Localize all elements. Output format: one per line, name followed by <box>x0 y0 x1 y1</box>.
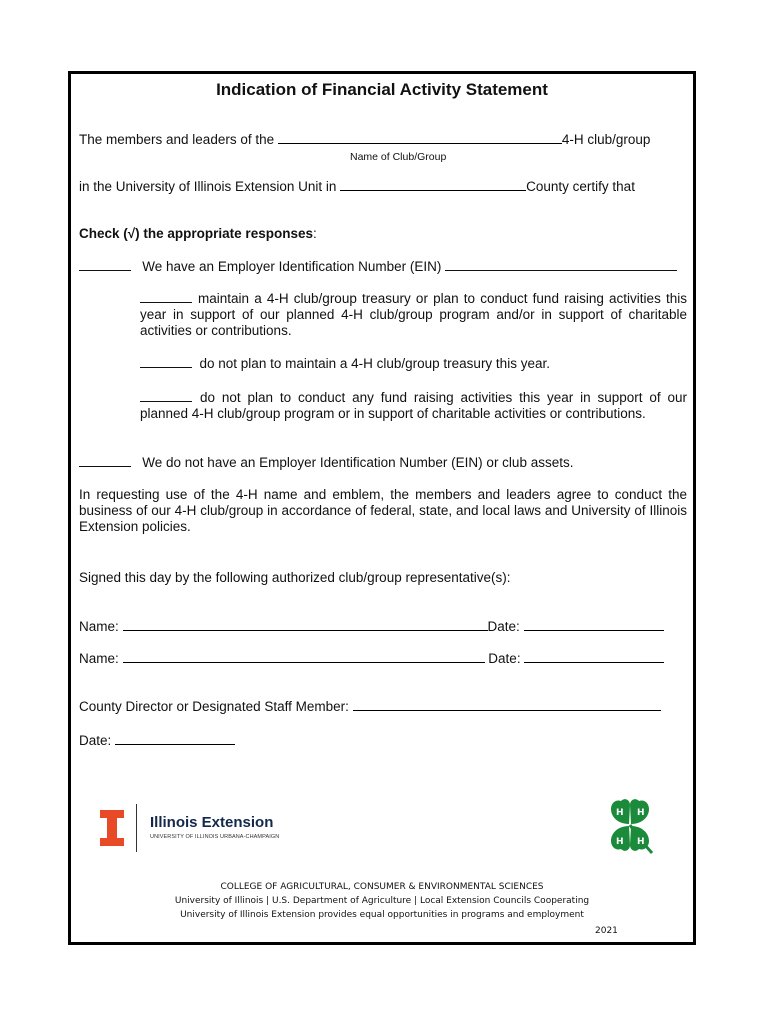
intro-line-2 <box>79 179 635 195</box>
four-h-clover-icon <box>600 795 660 857</box>
date-label-2: Date: <box>488 651 521 666</box>
intro-line2-prefix: in the University of Illinois Extension Unit in <box>79 179 337 194</box>
footer-year: 2021 <box>595 926 618 936</box>
date-label-1: Date: <box>487 619 520 634</box>
option-have-ein <box>79 259 677 275</box>
clover-letter-4: H <box>637 837 645 847</box>
date-field-1[interactable] <box>524 620 664 631</box>
name-field-1[interactable] <box>123 620 488 631</box>
option-have-ein-text: We have an Employer Identification Number (EIN) <box>142 259 442 274</box>
agreement-paragraph: In requesting use of the 4-H name and emblem, the members and leaders agree to conduct the business of our 4-H club/group in accordance of federal, state, and local laws and University of Illinois Extension policies. <box>79 487 687 534</box>
footer-college: COLLEGE OF AGRICULTURAL, CONSUMER & ENVIRONMENTAL SCIENCES <box>220 882 544 892</box>
intro-line2-suffix: County certify that <box>526 179 635 194</box>
check-heading: Check (√) the appropriate responses <box>79 226 313 241</box>
option-no-ein-text: We do not have an Employer Identification Number (EIN) or club assets. <box>142 455 574 470</box>
name-label-2: Name: <box>79 651 119 666</box>
ein-number-field[interactable] <box>445 259 677 271</box>
sub-option-2-text: do not plan to maintain a 4-H club/group treasury this year. <box>199 356 550 371</box>
club-name-caption: Name of Club/Group <box>350 151 447 163</box>
director-row <box>79 699 661 715</box>
director-field[interactable] <box>353 700 661 711</box>
intro-prefix: The members and leaders of the <box>79 132 275 147</box>
illinois-extension-name: Illinois Extension <box>150 814 274 831</box>
sub-option-3 <box>140 390 687 422</box>
name-label-1: Name: <box>79 619 119 634</box>
club-name-field[interactable] <box>278 133 562 144</box>
sub-option-1 <box>140 291 687 339</box>
check-blank-sub-2[interactable] <box>140 356 192 368</box>
check-blank-no-ein[interactable] <box>79 455 131 467</box>
check-blank-have-ein[interactable] <box>79 259 131 271</box>
signature-row-2 <box>79 651 664 667</box>
intro-suffix: 4-H club/group <box>561 132 651 147</box>
director-date-row <box>79 733 235 749</box>
logo-divider <box>136 804 137 852</box>
director-date-field[interactable] <box>115 734 235 745</box>
clover-letter-1: H <box>616 808 624 818</box>
check-heading-row <box>79 226 317 242</box>
clover-letter-2: H <box>637 808 645 818</box>
page-title: Indication of Financial Activity Statement <box>216 80 548 99</box>
director-label: County Director or Designated Staff Member: <box>79 699 349 714</box>
check-colon: : <box>312 226 317 241</box>
sub-option-3-text: do not plan to conduct any fund raising activities this year in support of our planned 4-H club/group program or in support of charitable activities or contributions. <box>140 390 687 421</box>
option-no-ein <box>79 455 573 471</box>
county-field[interactable] <box>340 180 526 191</box>
date-field-2[interactable] <box>524 652 664 663</box>
sub-option-2 <box>140 356 550 372</box>
footer-partners: University of Illinois | U.S. Department of Agriculture | Local Extension Councils Cooperating <box>174 896 590 906</box>
clover-letter-3: H <box>616 837 624 847</box>
footer-equal-opportunity: University of Illinois Extension provides equal opportunities in programs and employment <box>180 910 584 920</box>
illinois-university-subtitle: UNIVERSITY OF ILLINOIS URBANA-CHAMPAIGN <box>150 834 280 840</box>
sub-option-1-text: maintain a 4-H club/group treasury or plan to conduct fund raising activities this year in support of our planned 4-H club/group program and/or in support of charitable activities or contributions. <box>140 291 687 338</box>
signature-row-1 <box>79 619 664 635</box>
illinois-block-i-icon <box>100 810 124 846</box>
intro-line-1 <box>79 132 650 148</box>
signed-statement: Signed this day by the following authorized club/group representative(s): <box>79 570 511 585</box>
name-field-2[interactable] <box>123 652 485 663</box>
director-date-label: Date: <box>79 733 112 748</box>
